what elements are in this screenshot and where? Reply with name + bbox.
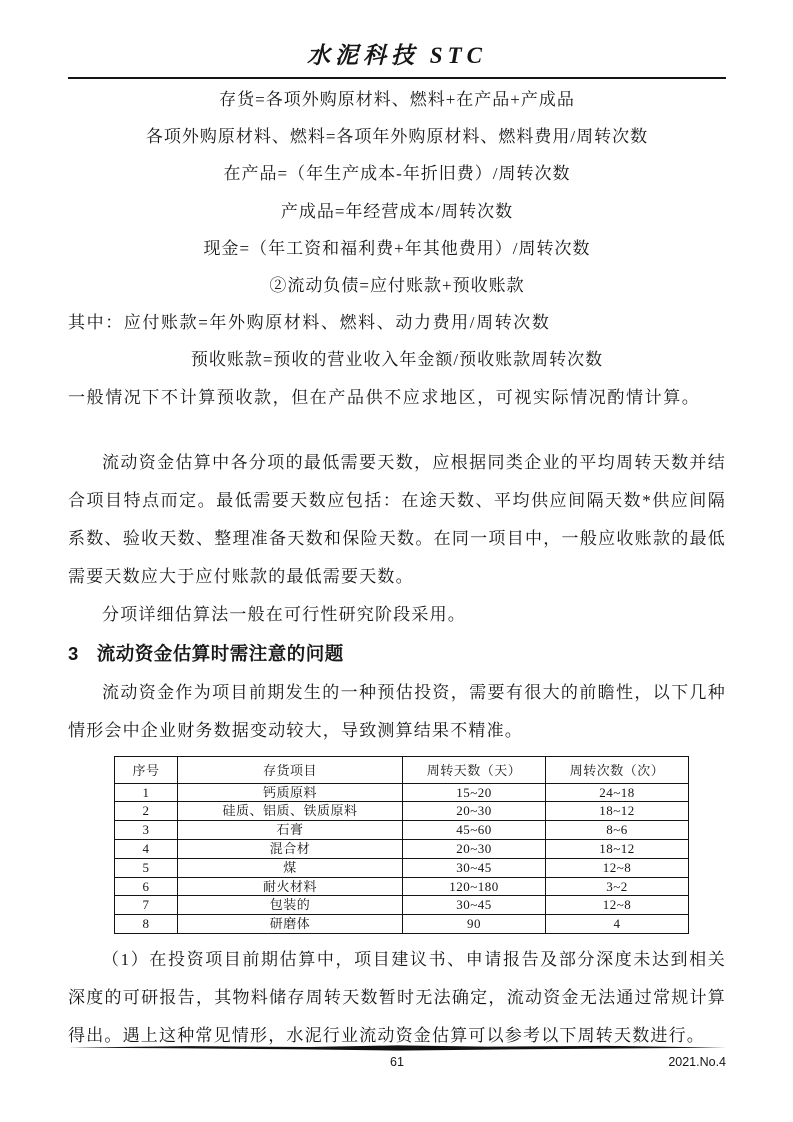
page-content (68, 0, 726, 1055)
paragraph-itemized-method: 分项详细估算法一般在可行性研究阶段采用。 (102, 604, 466, 624)
table-cell: 研磨体 (178, 915, 403, 934)
table-row (115, 896, 689, 915)
table-wrap (114, 756, 726, 934)
footer-row (68, 1053, 726, 1071)
formula-line-9: 一般情况下不计算预收款，但在产品供不应求地区，可视实际情况酌情计算。 (68, 387, 701, 407)
section-number: 3 (68, 642, 79, 664)
paragraph-min-days: 流动资金估算中各分项的最低需要天数，应根据同类企业的平均周转天数并结合项目特点而定。最低需要天数应包括：在途天数、平均供应间隔天数*供应间隔系数、验收天数、整理准备天数和保险天数。在同一项目中，一般应收账款的最低需要天数应大于应付账款的最低需要天数。 (68, 452, 726, 586)
journal-title: 水泥科技 STC (307, 43, 487, 68)
table-cell: 90 (403, 915, 546, 934)
table-row (115, 840, 689, 859)
table-cell: 1 (115, 783, 178, 802)
table-row (115, 802, 689, 821)
table-cell: 12~8 (546, 858, 689, 877)
formula-line-8: 预收账款=预收的营业收入年金额/预收账款周转次数 (190, 350, 604, 370)
table-cell: 30~45 (403, 896, 546, 915)
table-row (115, 783, 689, 802)
table-cell: 3 (115, 821, 178, 840)
table-cell: 18~12 (546, 840, 689, 859)
table-cell: 30~45 (403, 858, 546, 877)
footer-rule (68, 1045, 726, 1051)
formula-line-6: ②流动负债=应付账款+预收账款 (269, 275, 525, 295)
table-cell: 2 (115, 802, 178, 821)
table-cell: 钙质原料 (178, 783, 403, 802)
table-cell: 120~180 (403, 877, 546, 896)
table-cell: 7 (115, 896, 178, 915)
table-cell: 8~6 (546, 821, 689, 840)
table-cell: 4 (115, 840, 178, 859)
table-header-cell: 周转天数（天） (403, 756, 546, 783)
formula-line-1: 存货=各项外购原材料、燃料+在产品+产成品 (219, 90, 575, 109)
paragraph-forecast: 流动资金作为项目前期发生的一种预估投资，需要有很大的前瞻性，以下几种情形会中企业财务数据变动较大，导致测算结果不精准。 (68, 682, 726, 740)
table-cell: 包装的 (178, 896, 403, 915)
table-header-cell: 周转次数（次） (546, 756, 689, 783)
formula-line-7: 其中：应付账款=年外购原材料、燃料、动力费用/周转次数 (68, 313, 551, 333)
table-cell: 硅质、铝质、铁质原料 (178, 802, 403, 821)
table-cell: 8 (115, 915, 178, 934)
table-cell: 24~18 (546, 783, 689, 802)
formula-line-2: 各项外购原材料、燃料=各项年外购原材料、燃料费用/周转次数 (145, 127, 649, 147)
table-header-cell: 序号 (115, 756, 178, 783)
section-title: 流动资金估算时需注意的问题 (96, 642, 344, 664)
formula-line-5: 现金=（年工资和福利费+年其他费用）/周转次数 (203, 238, 591, 258)
table-row (115, 821, 689, 840)
table-row (115, 858, 689, 877)
table-cell: 15~20 (403, 783, 546, 802)
table-cell: 混合材 (178, 840, 403, 859)
table-cell: 18~12 (546, 802, 689, 821)
table-cell: 3~2 (546, 877, 689, 896)
table-cell: 12~8 (546, 896, 689, 915)
table-cell: 煤 (178, 858, 403, 877)
header-rule (68, 77, 726, 79)
formula-block (68, 81, 726, 416)
formula-line-4: 产成品=年经营成本/周转次数 (280, 201, 514, 221)
table-cell: 耐火材料 (178, 877, 403, 896)
paragraph-early-estimate: （1）在投资项目前期估算中，项目建议书、申请报告及部分深度未达到相关深度的可研报告，其物料储存周转天数暂时无法确定，流动资金无法通过常规计算得出。遇上这种常见情形，水泥行业流动资金估算可以参考以下周转天数进行。 (68, 950, 726, 1046)
footer-issue-label: 2021.No.4 (668, 1055, 726, 1069)
table-cell: 石膏 (178, 821, 403, 840)
table-header-cell: 存货项目 (178, 756, 403, 783)
table-cell: 6 (115, 877, 178, 896)
section-heading (68, 634, 726, 674)
inventory-turnover-table (114, 756, 689, 934)
table-cell: 45~60 (403, 821, 546, 840)
footer-page-number: 61 (390, 1055, 404, 1069)
table-header-row (115, 756, 689, 783)
table-cell: 20~30 (403, 802, 546, 821)
formula-line-3: 在产品=（年生产成本-年折旧费）/周转次数 (223, 164, 571, 184)
table-cell: 4 (546, 915, 689, 934)
page-footer (68, 1045, 726, 1071)
table-row (115, 915, 689, 934)
table-row (115, 877, 689, 896)
table-cell: 20~30 (403, 840, 546, 859)
table-cell: 5 (115, 858, 178, 877)
